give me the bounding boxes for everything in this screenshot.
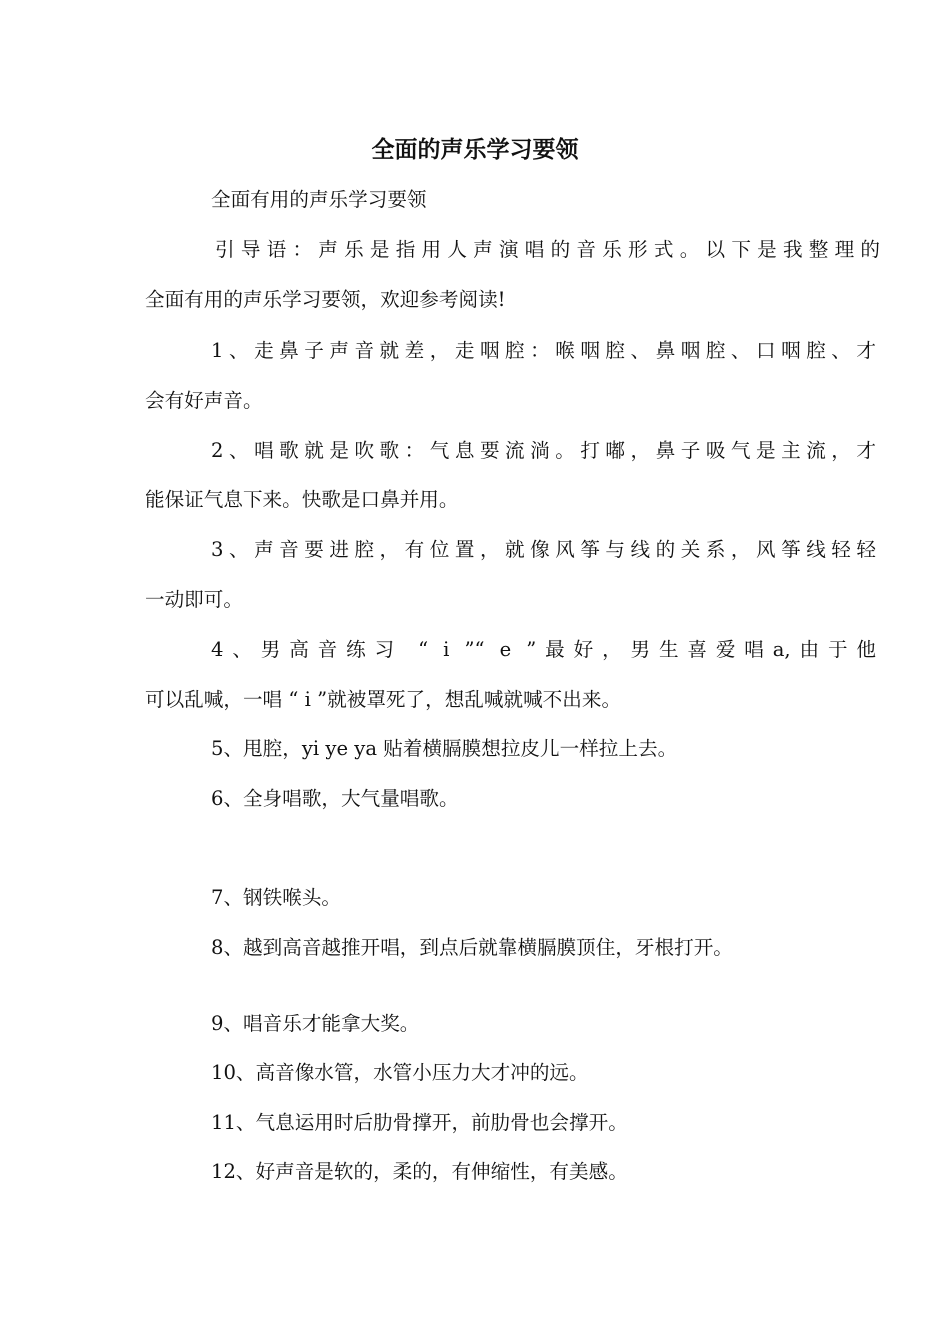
item-3-line-1: 3、声音要进腔，有位置，就像风筝与线的关系，风筝线轻轻 <box>211 538 876 561</box>
document-title: 全面的声乐学习要领 <box>371 136 579 163</box>
item-7: 7、钢铁喉头。 <box>211 886 342 909</box>
item-2-line-2: 能保证气息下来。快歌是口鼻并用。 <box>145 488 459 511</box>
item-1-line-1: 1、走鼻子声音就差，走咽腔：喉咽腔、鼻咽腔、口咽腔、才 <box>211 339 876 362</box>
item-4-line-2: 可以乱喊，一唱 “ i ”就被罩死了，想乱喊就喊不出来。 <box>145 688 622 711</box>
item-4-line-1: 4、男高音练习 “ i ”“ e ”最好，男生喜爱唱a,由于他 <box>211 638 876 661</box>
item-9: 9、唱音乐才能拿大奖。 <box>211 1012 420 1035</box>
item-8: 8、越到高音越推开唱，到点后就靠横膈膜顶住，牙根打开。 <box>211 936 733 959</box>
item-12: 12、好声音是软的，柔的，有伸缩性，有美感。 <box>211 1160 628 1183</box>
item-11: 11、气息运用时后肋骨撑开，前肋骨也会撑开。 <box>211 1111 628 1134</box>
intro-line-1: 引导语：声乐是指用人声演唱的音乐形式。以下是我整理的 <box>215 238 880 261</box>
item-5: 5、甩腔，yi ye ya 贴着横膈膜想拉皮儿一样拉上去。 <box>211 737 678 760</box>
item-10: 10、高音像水管，水管小压力大才冲的远。 <box>211 1061 589 1084</box>
item-2-line-1: 2、唱歌就是吹歌：气息要流淌。打嘟，鼻子吸气是主流，才 <box>211 439 876 462</box>
document-subtitle: 全面有用的声乐学习要领 <box>211 188 427 211</box>
intro-line-2: 全面有用的声乐学习要领，欢迎参考阅读! <box>145 288 506 311</box>
item-6: 6、全身唱歌，大气量唱歌。 <box>211 787 459 810</box>
item-1-line-2: 会有好声音。 <box>145 389 263 412</box>
item-3-line-2: 一动即可。 <box>145 588 243 611</box>
